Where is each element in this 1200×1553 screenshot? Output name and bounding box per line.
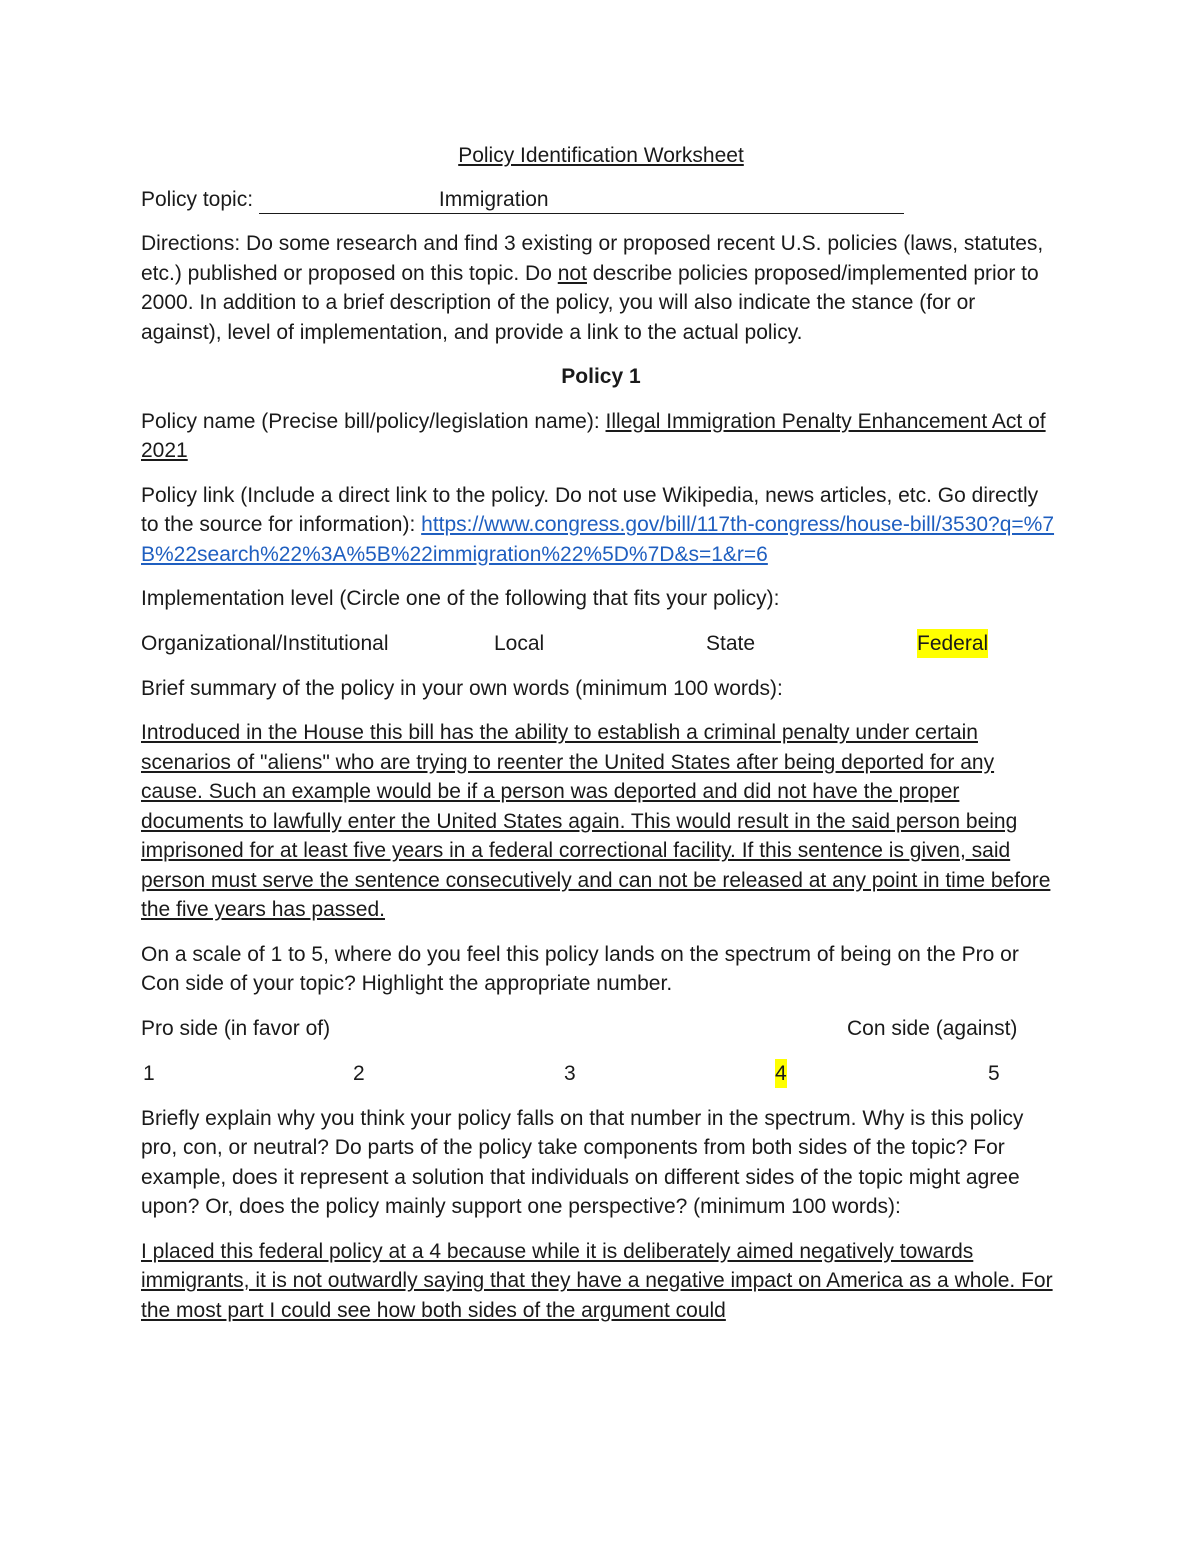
implementation-levels	[141, 629, 1061, 659]
explain-label: Briefly explain why you think your policy falls on that number in the spectrum. Why is this policy pro, con, or neutral? Do parts of the policy take components from both sides of the topic? For example, does it represent a solution that individuals on different sides of the topic might agree upon? Or, does the policy mainly support one perspective? (minimum 100 words):	[141, 1106, 1024, 1218]
policy-link-row	[141, 481, 1061, 570]
policy-name-value: Illegal Immigration Penalty Enhancement Act of 2021	[141, 409, 1046, 462]
policy-name-row	[141, 407, 1061, 466]
level-local: Local	[494, 631, 545, 655]
directions-paragraph	[141, 229, 1061, 347]
scale-endpoints	[141, 1014, 1061, 1044]
con-side-label: Con side (against)	[847, 1016, 1018, 1040]
policy-1-heading: Policy 1	[561, 365, 641, 388]
summary-label: Brief summary of the policy in your own words (minimum 100 words):	[141, 676, 783, 700]
level-organizational: Organizational/Institutional	[141, 631, 389, 655]
directions-text-1: Directions: Do some research and find 3 existing or proposed recent U.S. policies (laws, statutes, etc.) published or proposed on this topic. Do	[141, 232, 1044, 285]
policy-topic-label: Policy topic:	[141, 187, 254, 211]
scale-3: 3	[564, 1061, 576, 1085]
summary-text: Introduced in the House this bill has the ability to establish a criminal penalty under certain scenarios of "aliens" who are trying to reenter the United States after being deported for any cause. Such an example would be if a person was deported and did not have the proper documents to lawfully enter the United States again. This would result in the said person being imprisoned for at least five years in a federal correctional facility. If this sentence is given, said person must serve the sentence consecutively and can not be released at any point in time before the five years has passed.	[141, 721, 1051, 921]
policy-link[interactable]: https://www.congress.gov/bill/117th-congress/house-bill/3530?q=%7B%22search%22%3A%5B%22immigration%22%5D%7D&s=1&r=6	[141, 513, 1055, 566]
level-federal-selected: Federal	[917, 629, 988, 659]
level-state: State	[706, 631, 756, 655]
page-title: Policy Identification Worksheet	[458, 144, 744, 167]
scale-1: 1	[143, 1061, 155, 1085]
scale-4-selected: 4	[775, 1059, 787, 1089]
policy-topic-value: Immigration	[438, 187, 549, 211]
policy-name-label: Policy name (Precise bill/policy/legislation name):	[141, 409, 606, 433]
pro-side-label: Pro side (in favor of)	[141, 1016, 331, 1040]
explain-text: I placed this federal policy at a 4 because while it is deliberately aimed negatively towards immigrants, it is not outwardly saying that they have a negative impact on America as a whole. For the most part I could see how both sides of the argument could	[141, 1239, 1053, 1322]
directions-text-2: describe policies proposed/implemented prior to 2000. In addition to a brief description of the policy, you will also indicate the stance (for or against), level of implementation, and provide a link to the actual policy.	[141, 261, 1039, 344]
scale-2: 2	[353, 1061, 365, 1085]
implementation-label: Implementation level (Circle one of the following that fits your policy):	[141, 587, 780, 610]
policy-topic-field	[259, 187, 904, 214]
document-content	[141, 141, 1061, 1340]
scale-numbers	[141, 1059, 1061, 1089]
policy-topic-row	[141, 185, 1061, 215]
scale-5: 5	[988, 1061, 1000, 1085]
policy-link-label: Policy link (Include a direct link to the policy. Do not use Wikipedia, news articles, etc. Go directly to the source for information):	[141, 483, 1039, 536]
directions-emphasis-not: not	[557, 261, 587, 285]
scale-question: On a scale of 1 to 5, where do you feel this policy lands on the spectrum of being on the Pro or Con side of your topic? Highlight the appropriate number.	[141, 942, 1019, 995]
